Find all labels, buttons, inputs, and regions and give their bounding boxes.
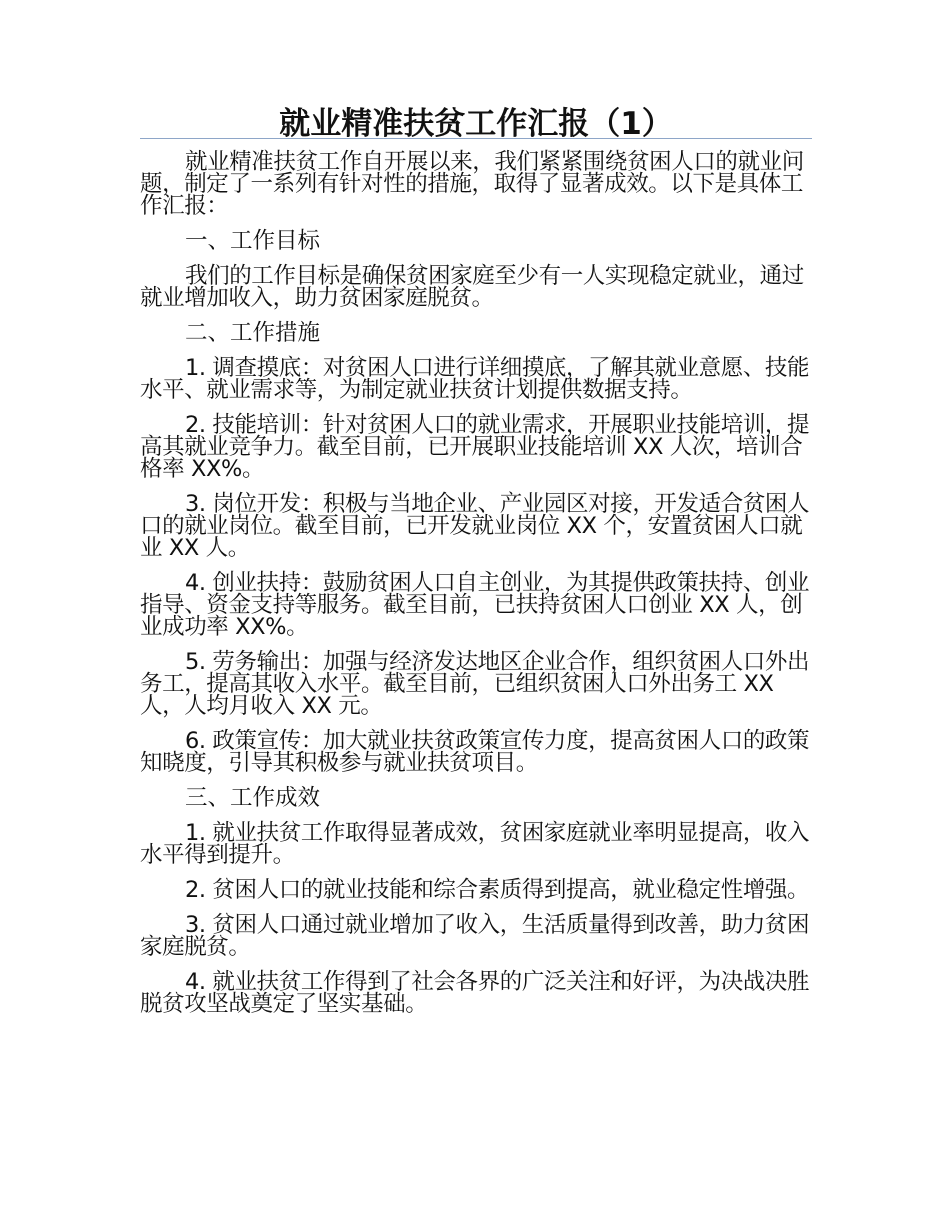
result-item: 4. 就业扶贫工作得到了社会各界的广泛关注和好评，为决战决胜脱贫攻坚战奠定了坚实基础。 [140,969,810,1017]
measure-item: 4. 创业扶持：鼓励贫困人口自主创业，为其提供政策扶持、创业指导、资金支持等服务。截至目前，已扶持贫困人口创业 XX 人，创业成功率 XX%。 [140,570,810,640]
measure-item: 6. 政策宣传：加大就业扶贫政策宣传力度，提高贫困人口的政策知晓度，引导其积极参与就业扶贫项目。 [140,728,810,776]
document-title: 就业精准扶贫工作汇报（1） [279,106,673,142]
goals-paragraph: 我们的工作目标是确保贫困家庭至少有一人实现稳定就业，通过就业增加收入，助力贫困家庭脱贫。 [140,263,804,311]
result-item: 1. 就业扶贫工作取得显著成效，贫困家庭就业率明显提高，收入水平得到提升。 [140,820,810,868]
measure-item: 1. 调查摸底：对贫困人口进行详细摸底，了解其就业意愿、技能水平、就业需求等，为制定就业扶贫计划提供数据支持。 [140,355,810,403]
result-item: 2. 贫困人口的就业技能和综合素质得到提高，就业稳定性增强。 [185,877,810,903]
section-heading-goals: 一、工作目标 [185,228,321,254]
result-item: 3. 贫困人口通过就业增加了收入，生活质量得到改善，助力贫困家庭脱贫。 [140,912,810,960]
measure-item: 5. 劳务输出：加强与经济发达地区企业合作，组织贫困人口外出务工，提高其收入水平。截至目前，已组织贫困人口外出务工 XX 人，人均月收入 XX 元。 [140,649,810,719]
measure-item: 3. 岗位开发：积极与当地企业、产业园区对接，开发适合贫困人口的就业岗位。截至目前，已开发就业岗位 XX 个，安置贫困人口就业 XX 人。 [140,491,810,561]
intro-paragraph: 就业精准扶贫工作自开展以来，我们紧紧围绕贫困人口的就业问题，制定了一系列有针对性的措施，取得了显著成效。以下是具体工作汇报： [140,149,804,219]
section-heading-results: 三、工作成效 [185,785,321,811]
measure-item: 2. 技能培训：针对贫困人口的就业需求，开展职业技能培训，提高其就业竞争力。截至目前，已开展职业技能培训 XX 人次，培训合格率 XX%。 [140,412,810,482]
document-page [140,104,812,1028]
section-heading-measures: 二、工作措施 [185,320,321,346]
